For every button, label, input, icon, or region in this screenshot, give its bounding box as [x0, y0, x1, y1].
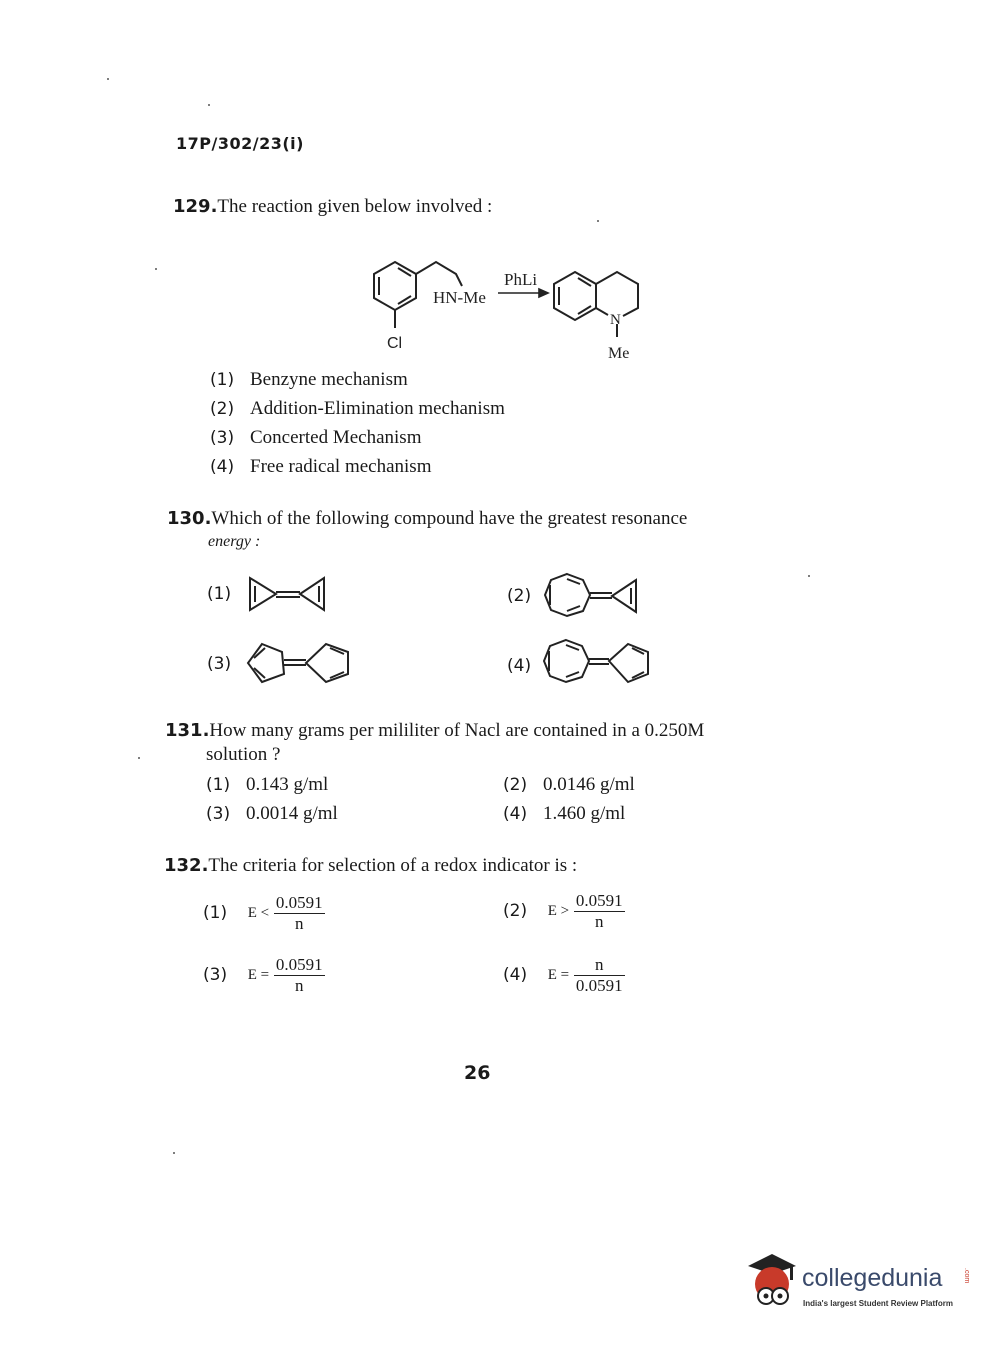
option-130-1-label: (1): [207, 584, 232, 604]
collegedunia-logo[interactable]: [742, 1250, 974, 1320]
question-text: The reaction given below involved :: [217, 196, 493, 217]
question-text: The criteria for selection of a redox indicator is :: [208, 855, 578, 876]
scan-speck: [208, 104, 210, 106]
question-number: 132.: [164, 855, 209, 876]
option-130-4-label: (4): [507, 656, 532, 676]
reagent-label: PhLi: [504, 270, 538, 289]
option-130-2-label: (2): [507, 586, 532, 606]
structure-130-4: [544, 640, 648, 682]
logo-wordmark: collegedunia: [802, 1264, 943, 1292]
scan-speck: [808, 575, 810, 577]
structure-130-2: [545, 574, 636, 616]
option-132-2: (2) E > $\frac{0.0591}{n}$: [503, 891, 623, 931]
question-text: Which of the following compound have the greatest resonance: [211, 508, 688, 529]
option-131-4: (4) 1.460 g/ml: [503, 803, 626, 824]
scan-speck: [107, 78, 109, 80]
n-methyl-label: Me: [608, 345, 630, 362]
question-text: How many grams per mililiter of Nacl are contained in a 0.250M: [209, 720, 705, 741]
logo-tagline: India's largest Student Review Platform: [803, 1299, 953, 1308]
option-132-4: (4) E = $\frac{n}{0.0591}$: [503, 955, 623, 995]
logo-suffix: .com: [963, 1268, 970, 1284]
option-131-2: (2) 0.0146 g/ml: [503, 774, 635, 795]
option-132-3: (3) E = $\frac{0.0591}{n}$: [203, 955, 323, 995]
option-129-2: (2) Addition-Elimination mechanism: [210, 398, 505, 419]
page-number: 26: [464, 1062, 491, 1084]
option-132-1: (1) E < $\frac{0.0591}{n}$: [203, 893, 323, 933]
question-text-cont: solution ?: [206, 744, 281, 765]
option-129-4: (4) Free radical mechanism: [210, 456, 432, 477]
scan-speck: [138, 757, 140, 759]
option-131-1: (1) 0.143 g/ml: [206, 774, 329, 795]
option-129-1: (1) Benzyne mechanism: [210, 369, 408, 390]
question-number: 129.: [173, 196, 218, 217]
question-number: 130.: [167, 508, 212, 529]
option-131-3: (3) 0.0014 g/ml: [206, 803, 338, 824]
question-text-cont: energy :: [208, 533, 261, 550]
question-132: [164, 855, 577, 877]
amine-label: HN-Me: [433, 288, 486, 307]
scan-speck: [597, 220, 599, 222]
question-number: 131.: [165, 720, 210, 741]
question-131: [165, 720, 704, 742]
option-129-3: (3) Concerted Mechanism: [210, 427, 422, 448]
scan-speck: [173, 1152, 175, 1154]
scan-speck: [155, 268, 157, 270]
mascot-icon: [742, 1250, 802, 1312]
structure-130-3: [248, 644, 348, 682]
chloro-label: Cl: [387, 335, 403, 352]
structure-130-1: [250, 578, 324, 610]
n-label: N: [610, 312, 621, 328]
option-130-3-label: (3): [207, 654, 232, 674]
paper-code: 17P/302/23(i): [176, 134, 304, 153]
